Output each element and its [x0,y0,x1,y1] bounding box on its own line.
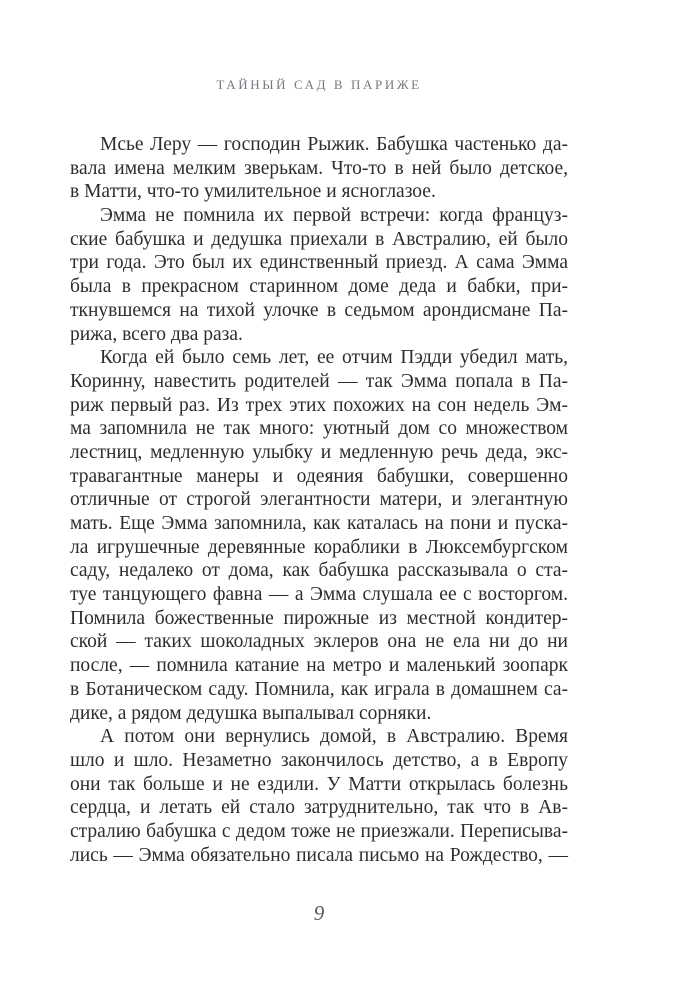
text-line: травагантные манеры и одеяния бабушки, совершенно [70,465,568,487]
text-line: стралию бабушка с дедом тоже не приезжали. Переписыва- [70,820,568,842]
text-line: ла игрушечные деревянные кораблики в Люксембургском [70,536,568,558]
text-line: Эмма не помнила их первой встречи: когда француз- [100,205,568,227]
text-line: ткнувшемся на тихой улочке в седьмом арондисмане Па- [70,299,568,321]
text-line: Когда ей было семь лет, ее отчим Пэдди убедил мать, [100,347,568,369]
paragraph [70,133,568,204]
paragraph [70,346,568,725]
text-line: туе танцующего фавна — а Эмма слушала ее с восторгом. [70,584,568,606]
paragraph [70,725,568,867]
text-line: рижа, всего два раза. [70,323,243,345]
text-line: Мсье Леру — господин Рыжик. Бабушка частенько да- [100,134,568,155]
text-line: три года. Это был их единственный приезд. А сама Эмма [70,252,568,274]
text-line: шло и шло. Незаметно закончилось детство, а в Европу [70,749,568,771]
text-line: саду, недалеко от дома, как бабушка рассказывала о ста- [70,560,568,582]
text-line: после, — помнила катание на метро и маленький зоопарк [70,655,568,677]
text-line: в Матти, что-то умилительное и ясноглазое. [70,181,436,203]
paragraph [70,204,568,346]
text-line: риж первый раз. Из трех этих похожих на сон недель Эм- [70,394,568,416]
text-line: ские бабушка и дедушка приехали в Австралию, ей было [70,228,568,250]
text-line: мать. Еще Эмма запомнила, как каталась на пони и пуска- [70,513,568,534]
text-line: А потом они вернулись домой, в Австралию. Время [100,726,568,748]
text-line: была в прекрасном старинном доме деда и бабки, при- [70,276,568,298]
page-number: 9 [313,901,325,925]
text-line: лись — Эмма обязательно писала письмо на Рождество, — [70,844,568,866]
text-line: в Ботаническом саду. Помнила, как играла в домашнем са- [70,678,568,700]
running-header: ТАЙНЫЙ САД В ПАРИЖЕ [216,77,422,92]
text-line: отличные от строгой элегантности матери, и элегантную [70,489,568,511]
text-line: сердца, и летать ей стало затруднительно, так что в Ав- [70,797,568,819]
text-line: дике, а рядом дедушка выпалывал сорняки. [70,702,432,724]
text-line: Коринну, навестить родителей — так Эмма попала в Па- [70,370,568,392]
text-line: Помнила божественные пирожные из местной кондитер- [70,607,568,629]
text-block [70,133,568,867]
text-line: ма запомнила не так много: уютный дом со множеством [70,418,568,440]
text-line: они так больше и не ездили. У Матти открылась болезнь [70,773,568,795]
text-line: вала имена мелким зверькам. Что-то в ней было детское, [70,157,568,179]
text-line: лестниц, медленную улыбку и медленную речь деда, экс- [70,441,568,463]
text-line: ской — таких шоколадных эклеров она не ела ни до ни [70,631,568,653]
